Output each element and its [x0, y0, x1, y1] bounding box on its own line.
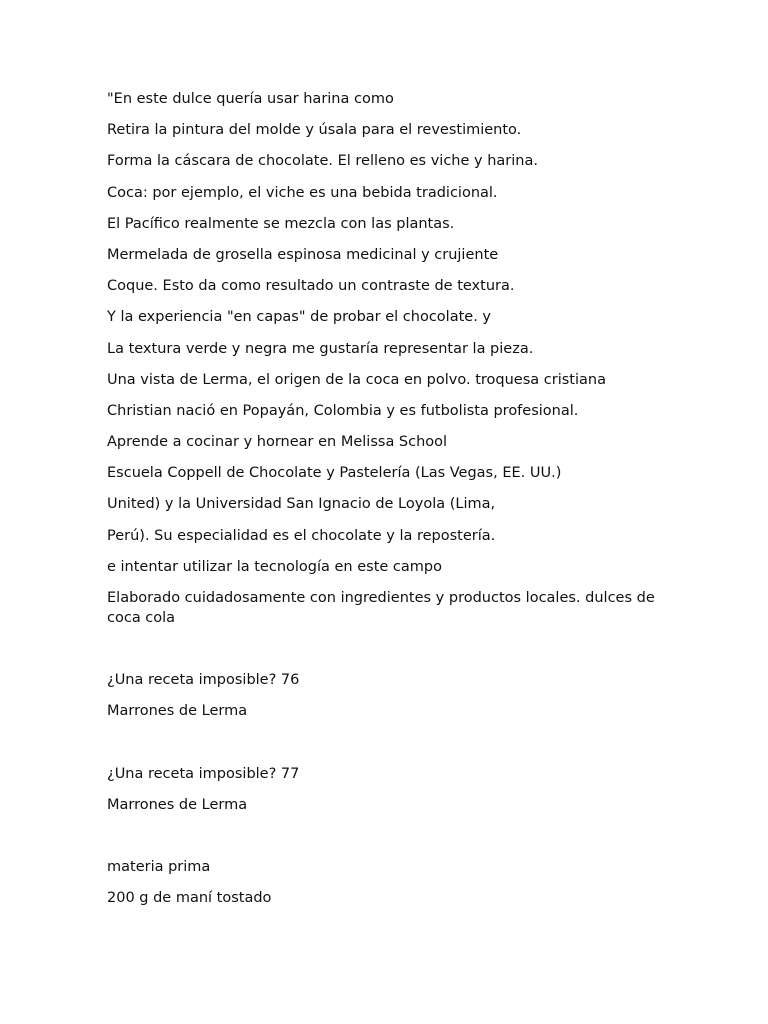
paragraph: Retira la pintura del molde y úsala para el revestimiento. [107, 122, 522, 139]
paragraph: Mermelada de grosella espinosa medicinal y crujiente [107, 246, 499, 263]
paragraph: Y la experiencia "en capas" de probar el chocolate. y [107, 309, 491, 326]
paragraph: La textura verde y negra me gustaría representar la pieza. [107, 340, 534, 357]
paragraph: Perú). Su especialidad es el chocolate y la repostería. [107, 527, 496, 544]
paragraph: Coque. Esto da como resultado un contraste de textura. [107, 278, 515, 295]
ingredient-item: 200 g de maní tostado [107, 890, 272, 907]
blank-line [107, 826, 667, 857]
blank-line [107, 733, 667, 764]
blank-line [107, 639, 667, 670]
paragraph: Elaborado cuidadosamente con ingredientes y productos locales. dulces de coca cola [107, 590, 655, 626]
section-subtitle: Marrones de Lerma [107, 703, 248, 720]
paragraph: e intentar utilizar la tecnología en este campo [107, 558, 442, 575]
section-heading: ¿Una receta imposible? 77 [107, 765, 300, 782]
paragraph: Christian nació en Popayán, Colombia y es futbolista profesional. [107, 402, 579, 419]
section-heading: ¿Una receta imposible? 76 [107, 672, 300, 689]
paragraph: Una vista de Lerma, el origen de la coca en polvo. troquesa cristiana [107, 371, 606, 388]
paragraph: Coca: por ejemplo, el viche es una bebida tradicional. [107, 184, 498, 201]
section-subtitle: Marrones de Lerma [107, 796, 248, 813]
paragraph: Escuela Coppell de Chocolate y Pastelería (Las Vegas, EE. UU.) [107, 465, 562, 482]
paragraph: El Pacífico realmente se mezcla con las plantas. [107, 215, 455, 232]
document-page [107, 89, 667, 919]
paragraph: Forma la cáscara de chocolate. El relleno es viche y harina. [107, 153, 538, 170]
paragraph: United) y la Universidad San Ignacio de Loyola (Lima, [107, 496, 496, 513]
paragraph: Aprende a cocinar y hornear en Melissa School [107, 434, 448, 451]
ingredients-heading: materia prima [107, 858, 211, 875]
paragraph: "En este dulce quería usar harina como [107, 91, 394, 107]
